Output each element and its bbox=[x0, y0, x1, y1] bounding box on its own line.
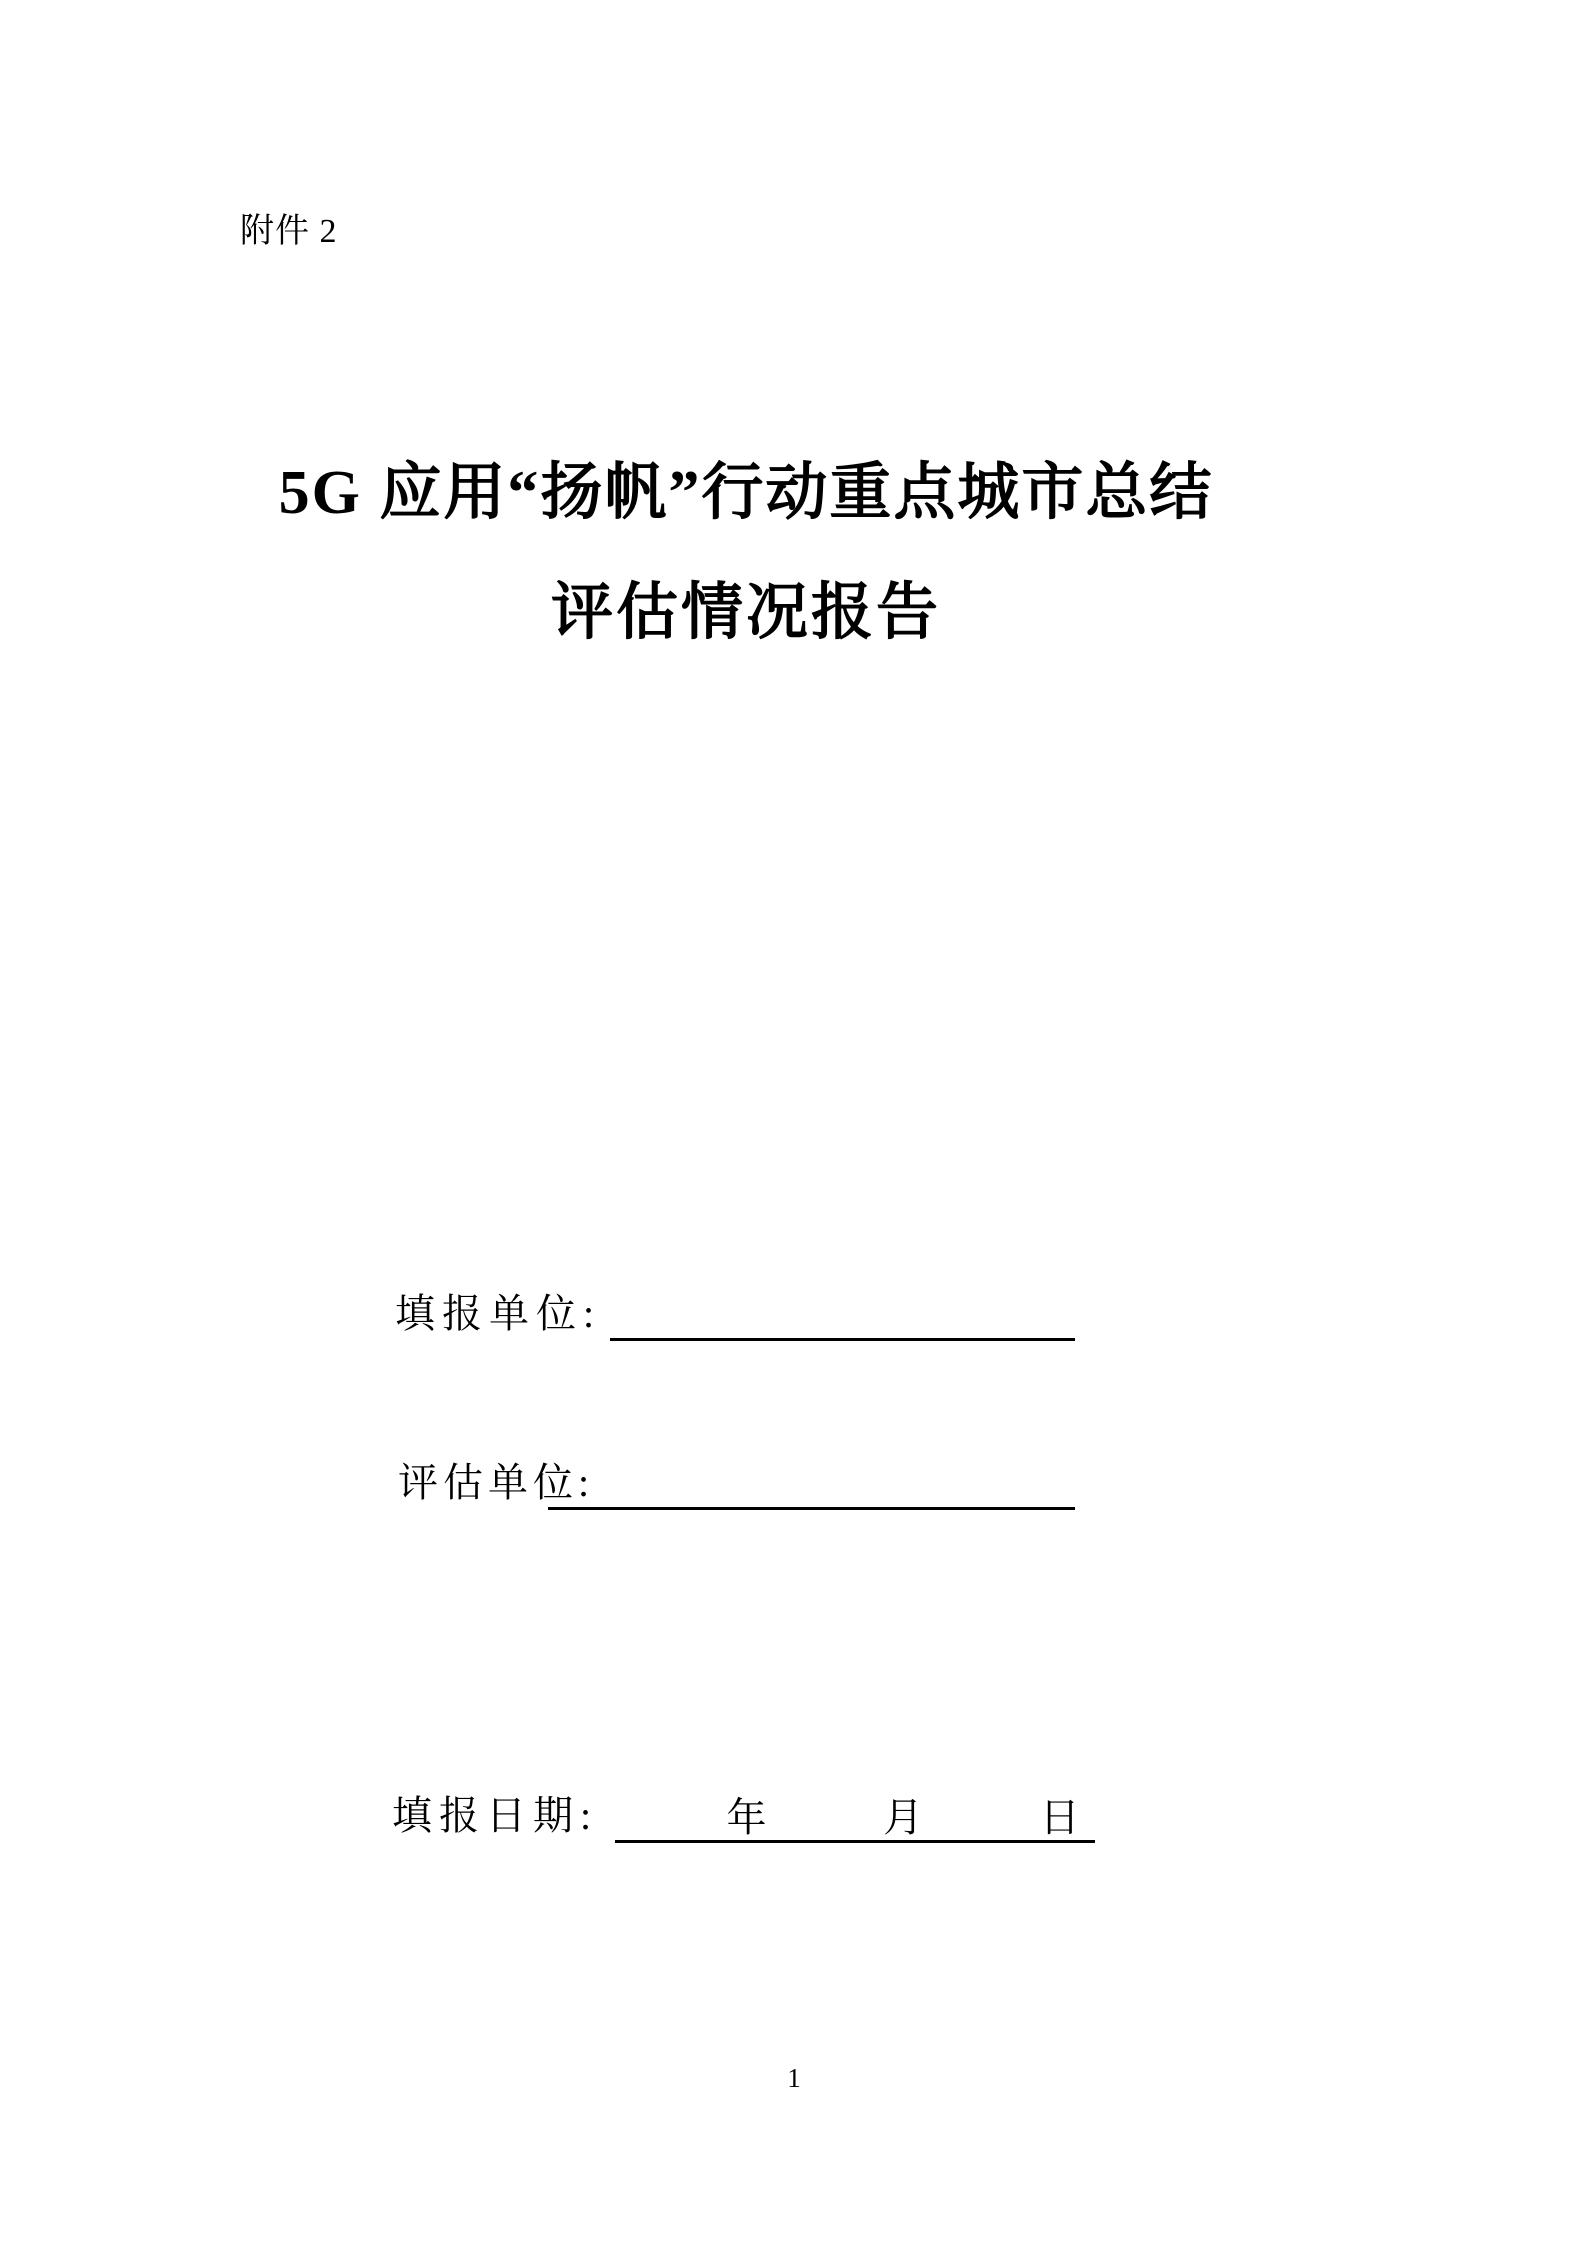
attachment-number-label: 附件 2 bbox=[240, 213, 338, 250]
evaluation-unit-label: 评估单位: bbox=[398, 1460, 595, 1505]
document-title bbox=[0, 459, 1492, 647]
reporting-unit-label: 填报单位: bbox=[395, 1291, 602, 1336]
reporting-unit-blank-line bbox=[610, 1294, 1075, 1341]
date-year-unit-label: 年 bbox=[726, 1795, 767, 1840]
report-date-blank-line bbox=[615, 1796, 1095, 1843]
report-date-label: 填报日期: bbox=[392, 1793, 599, 1838]
evaluation-unit-blank-line bbox=[548, 1463, 1075, 1510]
document-title-line1: 5G 应用“扬帆”行动重点城市总结 bbox=[278, 459, 1214, 527]
date-day-unit-label: 日 bbox=[1039, 1795, 1080, 1840]
date-month-unit-label: 月 bbox=[883, 1795, 924, 1840]
document-title-line2: 评估情况报告 bbox=[550, 579, 941, 647]
page-number: 1 bbox=[787, 2063, 801, 2093]
